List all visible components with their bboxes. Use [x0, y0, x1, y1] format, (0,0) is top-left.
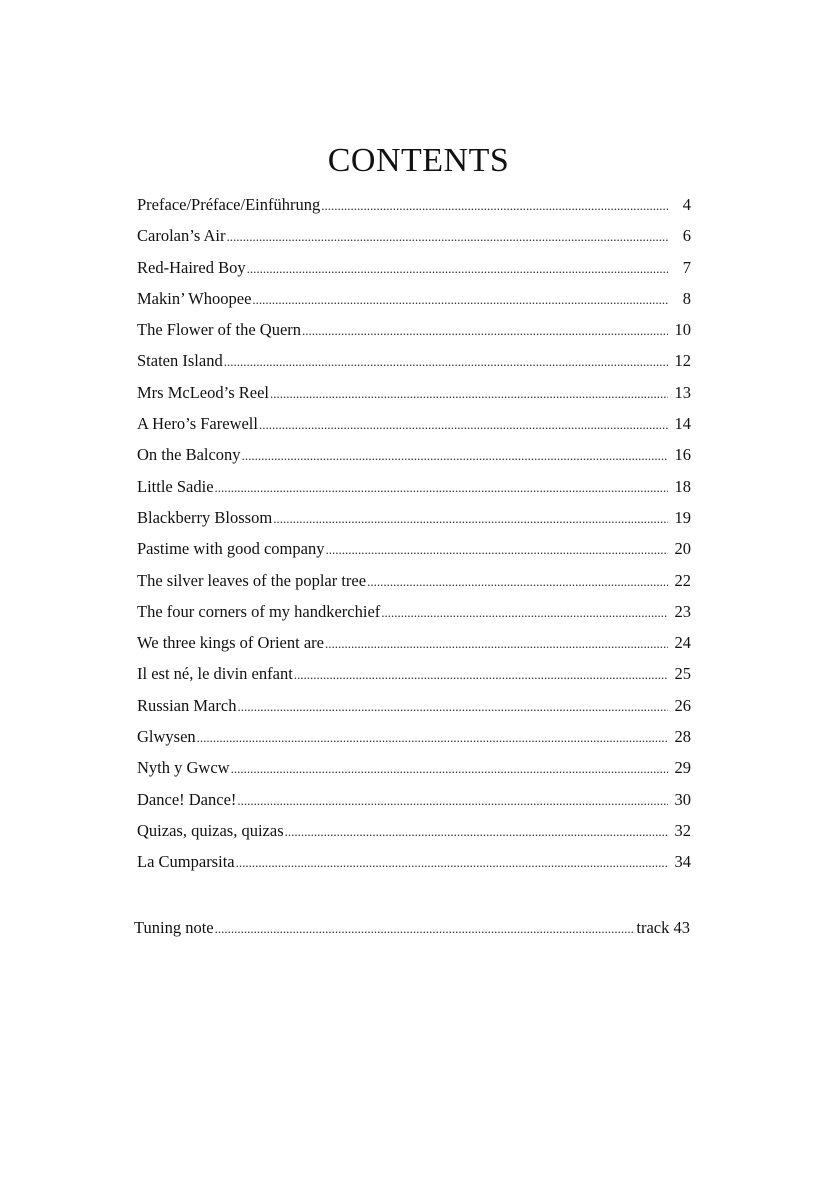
entry-title: Il est né, le divin enfant	[137, 664, 293, 684]
contents-entry	[137, 408, 691, 439]
entry-page-number: 14	[674, 414, 691, 434]
entry-title: We three kings of Orient are	[137, 633, 324, 653]
entry-page-number: 6	[682, 226, 691, 246]
entry-title: Staten Island	[137, 351, 223, 371]
entry-title: Makin’ Whoopee	[137, 288, 252, 308]
entry-title: Glwysen	[137, 727, 196, 747]
entry-title: Pastime with good company	[137, 539, 325, 559]
contents-entry	[137, 314, 691, 345]
entry-page-number: 26	[674, 695, 691, 715]
contents-entry	[137, 815, 691, 846]
entry-title: Blackberry Blossom	[137, 507, 273, 527]
entry-title: Carolan’s Air	[137, 226, 226, 246]
entry-title: Nyth y Gwcw	[137, 758, 230, 778]
contents-list	[137, 189, 691, 878]
entry-page-number: 22	[674, 570, 691, 590]
dot-leader	[242, 439, 668, 470]
contents-entry	[137, 283, 691, 314]
entry-title: The silver leaves of the poplar tree	[137, 570, 367, 590]
entry-title: On the Balcony	[137, 445, 241, 465]
entry-page-number: 24	[674, 633, 691, 653]
entry-page-number: 25	[674, 664, 691, 684]
dot-leader	[231, 752, 668, 783]
contents-entry	[137, 721, 691, 752]
entry-title: Quizas, quizas, quizas	[137, 820, 284, 840]
dot-leader	[259, 408, 668, 439]
dot-leader	[237, 690, 668, 721]
entry-page-number: 29	[674, 758, 691, 778]
dot-leader	[247, 252, 668, 283]
entry-title: The Flower of the Quern	[137, 320, 302, 340]
entry-page-number: 7	[682, 257, 691, 277]
dot-leader	[325, 533, 668, 564]
dot-leader	[224, 345, 668, 376]
dot-leader	[226, 220, 668, 251]
dot-leader	[215, 912, 636, 943]
entry-page-number: 32	[674, 820, 691, 840]
dot-leader	[381, 596, 668, 627]
dot-leader	[325, 627, 668, 658]
contents-entry	[137, 658, 691, 689]
page-title: CONTENTS	[327, 142, 510, 179]
tuning-note-section	[134, 912, 690, 943]
dot-leader	[197, 721, 668, 752]
contents-entry	[137, 596, 691, 627]
contents-entry	[137, 252, 691, 283]
entry-title: La Cumparsita	[137, 852, 235, 872]
dot-leader	[285, 815, 668, 846]
dot-leader	[294, 658, 668, 689]
contents-entry	[137, 345, 691, 376]
tuning-note-track: track 43	[636, 918, 690, 937]
entry-page-number: 4	[682, 195, 691, 214]
entry-page-number: 34	[674, 852, 691, 872]
entry-title: Little Sadie	[137, 476, 214, 496]
tuning-note-label: Tuning note	[134, 918, 214, 937]
dot-leader	[273, 502, 668, 533]
entry-title: A Hero’s Farewell	[137, 414, 258, 434]
entry-title: Red-Haired Boy	[137, 257, 246, 277]
entry-title: Dance! Dance!	[137, 789, 237, 809]
entry-title: Mrs McLeod’s Reel	[137, 382, 269, 402]
dot-leader	[367, 565, 668, 596]
contents-entry	[137, 752, 691, 783]
entry-page-number: 18	[674, 476, 691, 496]
dot-leader	[321, 189, 668, 220]
dot-leader	[237, 784, 668, 815]
tuning-note-entry	[134, 912, 690, 943]
entry-page-number: 23	[674, 601, 691, 621]
contents-entry	[137, 471, 691, 502]
dot-leader	[302, 314, 668, 345]
entry-page-number: 19	[674, 507, 691, 527]
entry-page-number: 13	[674, 382, 691, 402]
entry-page-number: 16	[674, 445, 691, 465]
dot-leader	[252, 283, 668, 314]
contents-entry	[137, 377, 691, 408]
entry-page-number: 12	[674, 351, 691, 371]
dot-leader	[270, 377, 668, 408]
entry-page-number: 20	[674, 539, 691, 559]
contents-entry	[137, 784, 691, 815]
entry-page-number: 8	[682, 288, 691, 308]
contents-entry	[137, 502, 691, 533]
entry-title: The four corners of my handkerchief	[137, 601, 381, 621]
contents-entry	[137, 846, 691, 877]
entry-title: Russian March	[137, 695, 237, 715]
entry-page-number: 30	[674, 789, 691, 809]
entry-title: Preface/Préface/Einführung	[137, 195, 321, 214]
entry-page-number: 10	[674, 320, 691, 340]
contents-entry	[137, 189, 691, 220]
entry-page-number: 28	[674, 727, 691, 747]
dot-leader	[236, 846, 668, 877]
contents-entry	[137, 220, 691, 251]
contents-entry	[137, 439, 691, 470]
contents-entry	[137, 627, 691, 658]
contents-entry	[137, 565, 691, 596]
contents-entry	[137, 533, 691, 564]
dot-leader	[215, 471, 668, 502]
contents-entry	[137, 690, 691, 721]
